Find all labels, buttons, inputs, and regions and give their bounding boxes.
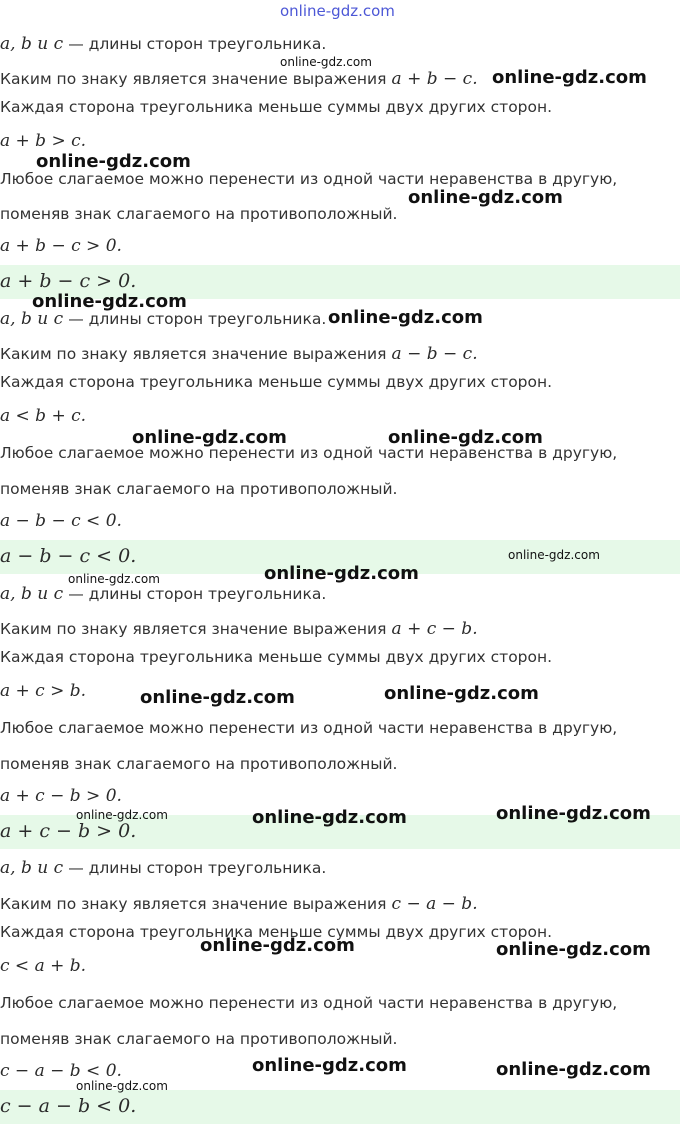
watermark: online-gdz.com bbox=[384, 683, 539, 704]
watermark: online-gdz.com bbox=[68, 572, 160, 586]
answer-text: a − b − c < 0. bbox=[0, 545, 137, 567]
answer-text: a + b − c > 0. bbox=[0, 270, 137, 292]
lengths-text: — длины сторон треугольника. bbox=[68, 310, 327, 328]
variables: a, b и c bbox=[0, 858, 64, 878]
lengths-text: — длины сторон треугольника. bbox=[68, 585, 327, 603]
rule-text: поменяв знак слагаемого на противоположный. bbox=[0, 480, 398, 498]
watermark: online-gdz.com bbox=[76, 1079, 168, 1093]
question-text: Каким по знаку является значение выражения bbox=[0, 895, 387, 913]
watermark: online-gdz.com bbox=[200, 935, 355, 956]
watermark: online-gdz.com bbox=[492, 67, 647, 88]
watermark: online-gdz.com bbox=[140, 687, 295, 708]
watermark: online-gdz.com bbox=[328, 307, 483, 328]
watermark: online-gdz.com bbox=[32, 291, 187, 312]
question-text: Каким по знаку является значение выражения bbox=[0, 620, 387, 638]
watermark: online-gdz.com bbox=[36, 151, 191, 172]
question-line bbox=[0, 344, 478, 364]
step-inequality: c − a − b < 0. bbox=[0, 1061, 122, 1081]
expression: c − a − b. bbox=[391, 894, 478, 914]
watermark: online-gdz.com bbox=[252, 1055, 407, 1076]
variables: a, b и c bbox=[0, 584, 64, 604]
rule-text: поменяв знак слагаемого на противоположный. bbox=[0, 755, 398, 773]
watermark: online-gdz.com bbox=[388, 427, 543, 448]
inequality: c < a + b. bbox=[0, 956, 87, 976]
rule-text: Каждая сторона треугольника меньше суммы двух других сторон. bbox=[0, 648, 553, 666]
watermark: online-gdz.com bbox=[496, 939, 651, 960]
statement-line bbox=[0, 858, 326, 878]
rule-text: Каждая сторона треугольника меньше суммы двух других сторон. bbox=[0, 98, 553, 116]
step-inequality: a − b − c < 0. bbox=[0, 511, 122, 531]
rule-text: поменяв знак слагаемого на противоположный. bbox=[0, 205, 398, 223]
variables: a, b и c bbox=[0, 309, 64, 329]
statement-line bbox=[0, 34, 326, 54]
answer-text: a + c − b > 0. bbox=[0, 820, 137, 842]
watermark: online-gdz.com bbox=[408, 187, 563, 208]
watermark: online-gdz.com bbox=[280, 55, 372, 69]
step-inequality: a + c − b > 0. bbox=[0, 786, 122, 806]
watermark: online-gdz.com bbox=[280, 2, 395, 20]
question-text: Каким по знаку является значение выражения bbox=[0, 345, 387, 363]
inequality: a + b > c. bbox=[0, 131, 87, 151]
watermark: online-gdz.com bbox=[252, 807, 407, 828]
question-line bbox=[0, 894, 478, 914]
answer-box bbox=[0, 1090, 680, 1124]
statement-line bbox=[0, 584, 326, 604]
answer-text: c − a − b < 0. bbox=[0, 1095, 137, 1117]
watermark: online-gdz.com bbox=[496, 803, 651, 824]
expression: a + c − b. bbox=[391, 619, 478, 639]
question-line bbox=[0, 69, 478, 89]
rule-text: поменяв знак слагаемого на противоположный. bbox=[0, 1030, 398, 1048]
watermark: online-gdz.com bbox=[508, 548, 600, 562]
variables: a, b и c bbox=[0, 34, 64, 54]
inequality: a < b + c. bbox=[0, 406, 87, 426]
expression: a − b − c. bbox=[391, 344, 478, 364]
question-text: Каким по знаку является значение выражения bbox=[0, 70, 387, 88]
rule-text: Любое слагаемое можно перенести из одной части неравенства в другую, bbox=[0, 444, 618, 462]
watermark: online-gdz.com bbox=[132, 427, 287, 448]
lengths-text: — длины сторон треугольника. bbox=[68, 859, 327, 877]
lengths-text: — длины сторон треугольника. bbox=[68, 35, 327, 53]
step-inequality: a + b − c > 0. bbox=[0, 236, 122, 256]
rule-text: Каждая сторона треугольника меньше суммы двух других сторон. bbox=[0, 373, 553, 391]
watermark: online-gdz.com bbox=[496, 1059, 651, 1080]
expression: a + b − c. bbox=[391, 69, 478, 89]
rule-text: Любое слагаемое можно перенести из одной части неравенства в другую, bbox=[0, 719, 618, 737]
watermark: online-gdz.com bbox=[264, 563, 419, 584]
rule-text: Любое слагаемое можно перенести из одной части неравенства в другую, bbox=[0, 994, 618, 1012]
question-line bbox=[0, 619, 478, 639]
statement-line bbox=[0, 309, 326, 329]
watermark: online-gdz.com bbox=[76, 808, 168, 822]
inequality: a + c > b. bbox=[0, 681, 87, 701]
rule-text: Каждая сторона треугольника меньше суммы двух других сторон. bbox=[0, 923, 553, 941]
rule-text: Любое слагаемое можно перенести из одной части неравенства в другую, bbox=[0, 170, 618, 188]
